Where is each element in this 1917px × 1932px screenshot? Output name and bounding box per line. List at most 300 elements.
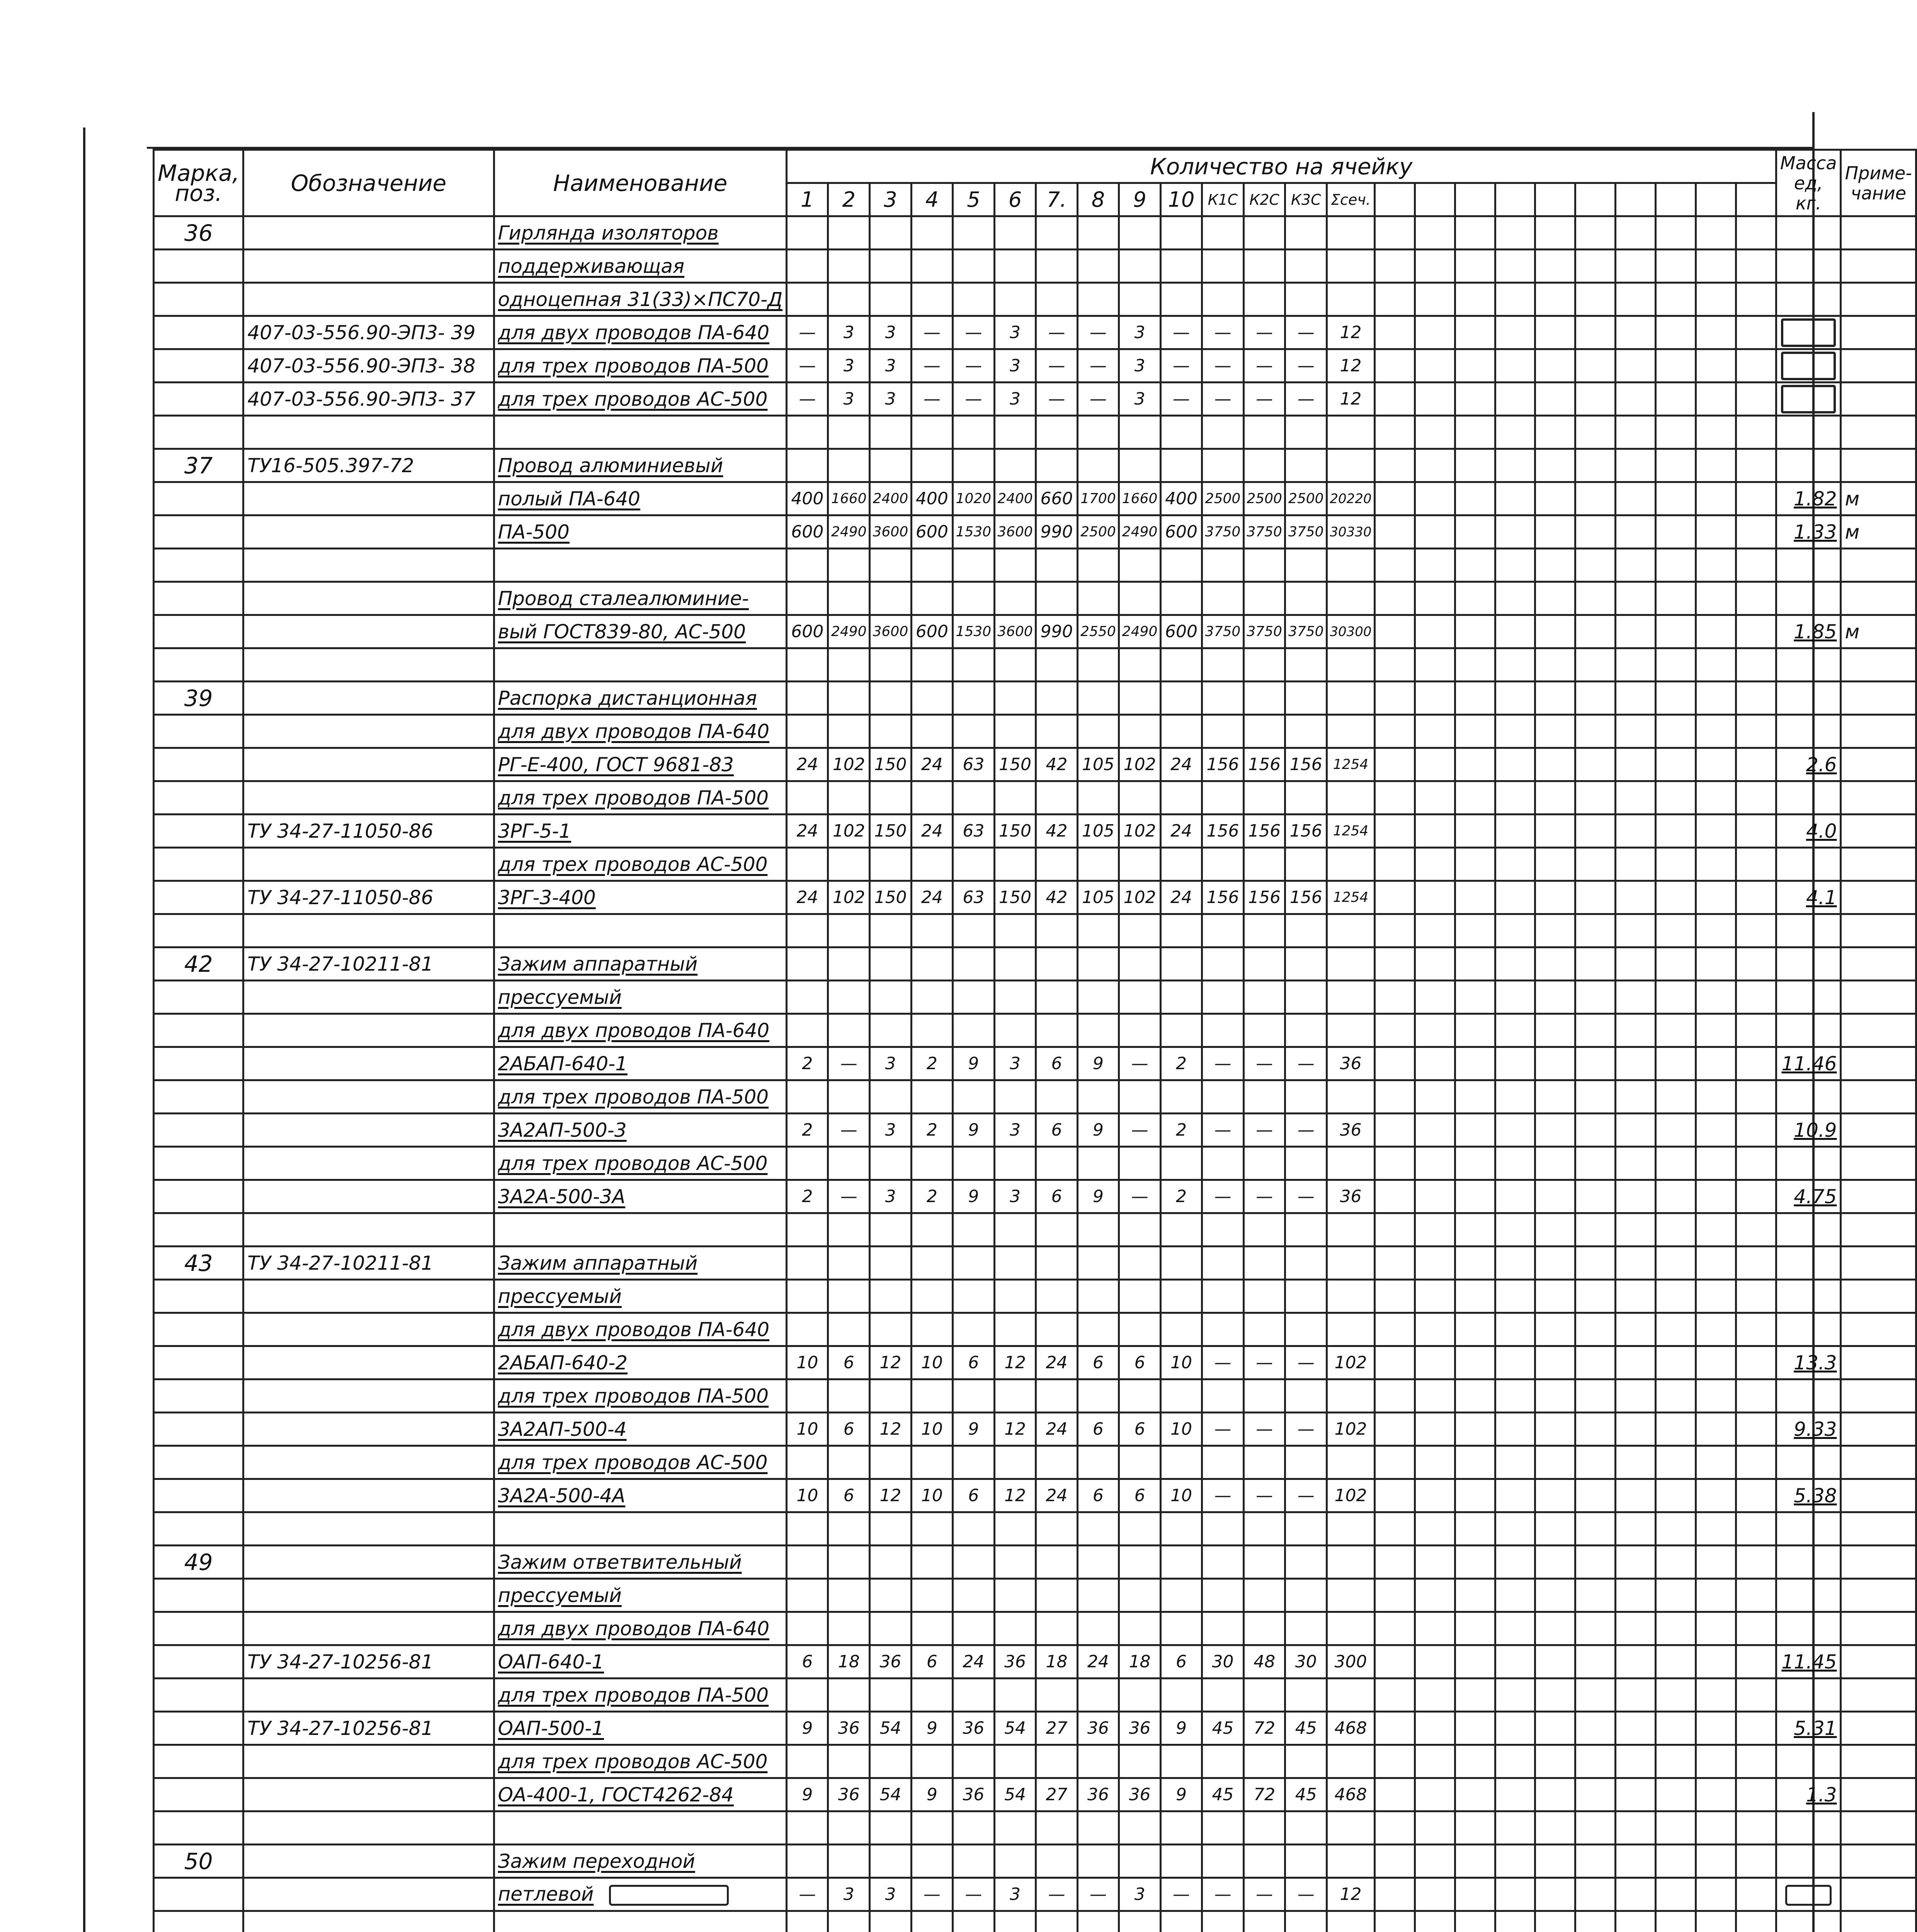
qty-cell [1415,848,1455,881]
qty-cell [1575,1579,1616,1612]
qty-cell [1495,1379,1535,1413]
qty-cell: 12 [870,1479,912,1512]
qty-cell [1415,250,1455,283]
empty-cell [1415,1911,1455,1932]
qty-cell [1656,1579,1696,1612]
note-cell [1841,250,1916,283]
qty-cell [1455,582,1495,615]
mass-cell: 11.46 [1776,1047,1841,1080]
qty-cell [1327,1579,1375,1612]
qty-cell [1243,1213,1285,1247]
qty-cell: — [1202,1878,1244,1911]
qty-cell [994,549,1036,582]
designation-cell [243,748,494,781]
table-row [154,1546,1916,1579]
qty-cell [1455,881,1495,914]
qty-cell: — [1036,383,1077,416]
qty-cell [1455,1014,1495,1047]
qty-cell [1535,1745,1575,1778]
qty-cell [1455,1546,1495,1579]
qty-cell [1160,1014,1202,1047]
qty-cell [1243,715,1285,748]
empty-cell [994,1911,1036,1932]
table-row [154,549,1916,582]
qty-cell [1736,449,1776,482]
qty-cell: 54 [870,1778,912,1811]
qty-cell [1077,682,1119,715]
qty-cell: 3750 [1243,615,1285,648]
name-cell [494,914,787,947]
qty-cell [1535,1679,1575,1712]
qty-cell [1415,1047,1455,1080]
qty-cell: 24 [1160,815,1202,848]
designation-cell [243,1612,494,1645]
qty-cell [1575,815,1616,848]
designation-cell [243,250,494,283]
qty-cell [870,1579,912,1612]
qty-cell: 3 [870,1047,912,1080]
designation-cell: 407-03-556.90-ЭП3- 37 [243,383,494,416]
designation-cell [243,1413,494,1446]
qty-cell [870,1546,912,1579]
qty-cell [1327,715,1375,748]
qty-cell [1495,1047,1535,1080]
note-cell [1841,981,1916,1014]
qty-cell: 36 [828,1712,870,1745]
qty-cell [953,648,995,682]
name-cell [494,1512,787,1546]
qty-cell [787,1147,828,1180]
qty-cell [1455,449,1495,482]
qty-cell: — [1160,383,1202,416]
qty-cell: 6 [953,1479,995,1512]
qty-cell [1455,1147,1495,1180]
qty-cell [953,1845,995,1878]
designation-cell: ТУ 34-27-10256-81 [243,1712,494,1745]
designation-cell [243,1047,494,1080]
position-cell [154,1346,243,1379]
qty-cell [994,1247,1036,1280]
qty-cell [1535,549,1575,582]
qty-cell: — [1202,1346,1244,1379]
qty-cell [1696,1247,1736,1280]
qty-cell [911,1313,953,1346]
qty-cell: 2500 [1202,482,1244,515]
qty-cell: 102 [1119,815,1161,848]
qty-cell [1243,1247,1285,1280]
qty-cell [1327,582,1375,615]
qty-cell [1285,682,1327,715]
qty-cell: 45 [1285,1712,1327,1745]
note-cell [1841,1379,1916,1413]
qty-cell [1495,1147,1535,1180]
qty-cell: — [1243,1047,1285,1080]
qty-cell [1243,1745,1285,1778]
qty-cell: 18 [1036,1645,1077,1679]
qty-cell [1656,848,1696,881]
qty-cell [1036,283,1077,316]
qty-cell [911,549,953,582]
qty-cell: — [1243,1479,1285,1512]
qty-cell: 3600 [994,615,1036,648]
mass-cell [1776,1878,1841,1911]
qty-cell: 150 [870,748,912,781]
qty-cell [994,947,1036,981]
qty-cell [1736,349,1776,383]
qty-cell [1616,1413,1656,1446]
qty-cell [1575,1014,1616,1047]
qty-cell [1374,1878,1415,1911]
qty-cell [953,1579,995,1612]
qty-cell [1535,1546,1575,1579]
designation-cell [243,1811,494,1845]
position-cell [154,1778,243,1811]
qty-cell [1495,1446,1535,1479]
qty-cell: 2490 [828,615,870,648]
qty-cell [1535,1446,1575,1479]
qty-cell: — [1160,316,1202,349]
qty-cell [1243,1811,1285,1845]
qty-cell [1036,1745,1077,1778]
qty-cell [1036,648,1077,682]
qty-cell: 12 [1327,316,1375,349]
qty-cell [1495,748,1535,781]
qty-cell [1077,1512,1119,1546]
qty-cell: 27 [1036,1778,1077,1811]
qty-cell [1696,1446,1736,1479]
qty-cell [1616,748,1656,781]
qty-cell [1696,748,1736,781]
qty-cell [1119,549,1161,582]
qty-cell [1696,1645,1736,1679]
qty-cell: 10 [787,1479,828,1512]
qty-cell [828,682,870,715]
note-cell [1841,1413,1916,1446]
qty-cell: — [828,1114,870,1147]
qty-cell [1160,1845,1202,1878]
qty-cell: 6 [911,1645,953,1679]
qty-cell [828,1679,870,1712]
position-cell: 42 [154,947,243,981]
qty-cell [828,715,870,748]
name-cell: ОА-400-1, ГОСТ4262-84 [494,1778,787,1811]
qty-cell [994,1546,1036,1579]
qty-cell [994,216,1036,250]
qty-cell [1160,1546,1202,1579]
qty-cell: 2 [911,1047,953,1080]
qty-cell [911,416,953,449]
qty-cell [1285,283,1327,316]
qty-cell [1415,416,1455,449]
qty-cell: — [1285,1047,1327,1080]
qty-cell: 600 [1160,515,1202,549]
qty-cell: 156 [1243,881,1285,914]
qty-cell [1616,1247,1656,1280]
note-cell [1841,1280,1916,1313]
qty-cell [1374,1845,1415,1878]
position-cell [154,1512,243,1546]
qty-cell: 150 [994,815,1036,848]
qty-cell: 27 [1036,1712,1077,1745]
designation-cell [243,1479,494,1512]
qty-cell [911,1080,953,1114]
position-cell [154,815,243,848]
qty-cell [1616,482,1656,515]
qty-cell [1374,582,1415,615]
qty-cell [1285,416,1327,449]
qty-cell [1327,1379,1375,1413]
qty-cell [1736,914,1776,947]
qty-cell: 72 [1243,1712,1285,1745]
qty-cell [953,1745,995,1778]
qty-cell [953,947,995,981]
qty-cell [1535,582,1575,615]
qty-cell: 400 [787,482,828,515]
mass-cell [1776,848,1841,881]
qty-cell [1656,383,1696,416]
qty-cell [1374,1645,1415,1679]
qty-cell: — [1285,1180,1327,1213]
table-row [154,1446,1916,1479]
qty-cell [787,947,828,981]
qty-cell [1455,549,1495,582]
qty-cell [1696,1579,1736,1612]
qty-cell [1243,250,1285,283]
qty-cell [1415,1446,1455,1479]
qty-cell [1575,449,1616,482]
qty-cell [1415,1080,1455,1114]
qty-cell [1327,781,1375,815]
qty-cell [1415,316,1455,349]
qty-cell: 30300 [1327,615,1375,648]
name-cell: одноцепная 31(33)×ПС70-Д [494,283,787,316]
note-cell [1841,1878,1916,1911]
designation-cell [243,1114,494,1147]
qty-cell [1616,815,1656,848]
qty-cell: — [911,1878,953,1911]
position-cell [154,1213,243,1247]
qty-cell [1119,781,1161,815]
mass-cell [1776,1512,1841,1546]
position-cell: 37 [154,449,243,482]
qty-cell [870,1247,912,1280]
qty-cell [1495,349,1535,383]
qty-cell [1374,1080,1415,1114]
note-cell [1841,349,1916,383]
qty-cell [1036,1313,1077,1346]
qty-cell [1374,1712,1415,1745]
table-row [154,349,1916,383]
empty-cell [1202,1911,1244,1932]
qty-cell [1374,449,1415,482]
qty-cell [1327,1745,1375,1778]
qty-cell [1243,1679,1285,1712]
qty-cell: 2500 [1243,482,1285,515]
qty-cell: 24 [1077,1645,1119,1679]
qty-cell [1495,1546,1535,1579]
table-row [154,1579,1916,1612]
qty-cell [1455,1280,1495,1313]
qty-cell: 36 [828,1778,870,1811]
qty-cell [1696,1811,1736,1845]
qty-cell [1736,815,1776,848]
qty-cell: 9 [953,1180,995,1213]
qty-cell [1575,1413,1616,1446]
designation-cell [243,1379,494,1413]
qty-cell: 36 [994,1645,1036,1679]
header-qty-col: 1 [787,183,828,216]
qty-cell [1535,216,1575,250]
qty-cell: 54 [994,1778,1036,1811]
qty-cell [787,1811,828,1845]
qty-cell [1495,449,1535,482]
name-cell: прессуемый [494,1280,787,1313]
table-row [154,748,1916,781]
qty-cell [1696,881,1736,914]
qty-cell: 102 [828,748,870,781]
qty-cell [1656,648,1696,682]
qty-cell [911,648,953,682]
qty-cell: 3750 [1243,515,1285,549]
qty-cell [1535,1778,1575,1811]
note-cell [1841,283,1916,316]
designation-cell: ТУ 34-27-10256-81 [243,1645,494,1679]
qty-cell [1415,1512,1455,1546]
mass-cell [1776,1612,1841,1645]
qty-cell [1616,1811,1656,1845]
position-cell [154,383,243,416]
qty-cell [1575,1546,1616,1579]
header-name: Наименование [494,150,787,216]
qty-cell [1656,1413,1696,1446]
qty-cell [1374,815,1415,848]
qty-cell [1495,482,1535,515]
qty-cell [1616,549,1656,582]
qty-cell [1575,1313,1616,1346]
qty-cell [1202,1247,1244,1280]
qty-cell [1575,881,1616,914]
qty-cell [1696,648,1736,682]
name-cell: РГ-Е-400, ГОСТ 9681-83 [494,748,787,781]
qty-cell [787,250,828,283]
qty-cell [1285,1080,1327,1114]
qty-cell [1374,1778,1415,1811]
qty-cell [953,1446,995,1479]
qty-cell [1616,1845,1656,1878]
qty-cell [828,648,870,682]
mass-cell: 1.33 [1776,515,1841,549]
qty-cell [1696,815,1736,848]
qty-cell [1374,1679,1415,1712]
qty-cell: — [787,383,828,416]
designation-cell [243,1745,494,1778]
qty-cell [787,781,828,815]
qty-cell: 36 [953,1712,995,1745]
name-cell: поддерживающая [494,250,787,283]
qty-cell [787,1512,828,1546]
note-cell [1841,383,1916,416]
name-cell: для двух проводов ПА-640 [494,1612,787,1645]
qty-cell [1119,449,1161,482]
qty-cell: 3 [994,1878,1036,1911]
qty-cell: 102 [1327,1413,1375,1446]
designation-cell [243,1280,494,1313]
qty-cell [1160,416,1202,449]
qty-cell [994,914,1036,947]
qty-cell [911,781,953,815]
qty-cell [1736,981,1776,1014]
qty-cell [1616,881,1656,914]
qty-cell [1656,1612,1696,1645]
qty-cell [1077,1379,1119,1413]
qty-cell [1736,1811,1776,1845]
qty-cell [994,1679,1036,1712]
table-row [154,1114,1916,1147]
position-cell [154,416,243,449]
position-cell [154,1745,243,1778]
qty-cell [1327,1014,1375,1047]
empty-cell [911,1911,953,1932]
qty-cell [1374,1479,1415,1512]
qty-cell [911,1213,953,1247]
qty-cell [1455,1645,1495,1679]
qty-cell [1575,1645,1616,1679]
mass-cell [1776,1446,1841,1479]
qty-cell: — [1077,349,1119,383]
qty-cell [1415,715,1455,748]
empty-cell [870,1911,912,1932]
qty-cell [1495,815,1535,848]
qty-cell [870,1213,912,1247]
qty-cell [1327,1213,1375,1247]
qty-cell [1160,1080,1202,1114]
mass-cell: 9.33 [1776,1413,1841,1446]
qty-cell [1077,1280,1119,1313]
qty-cell [994,1612,1036,1645]
position-cell [154,1047,243,1080]
qty-cell [1575,349,1616,383]
qty-cell: 63 [953,748,995,781]
qty-cell [1285,715,1327,748]
qty-cell [1495,582,1535,615]
qty-cell [1243,1379,1285,1413]
qty-cell [1160,1612,1202,1645]
empty-cell [1535,1911,1575,1932]
qty-cell: 2500 [1285,482,1327,515]
table-row [154,1247,1916,1280]
qty-cell [1036,1213,1077,1247]
qty-cell [1119,1080,1161,1114]
empty-cell [1841,1911,1916,1932]
note-cell [1841,1180,1916,1213]
qty-cell [870,848,912,881]
qty-cell [1656,1778,1696,1811]
qty-cell: 3 [870,383,912,416]
qty-cell [1696,482,1736,515]
qty-cell: 24 [787,815,828,848]
qty-cell [1202,947,1244,981]
qty-cell [1202,1845,1244,1878]
header-mass: Масса ед, кг. [1776,150,1841,216]
qty-cell [787,914,828,947]
qty-cell: 400 [1160,482,1202,515]
qty-cell [1077,781,1119,815]
qty-cell [1736,1745,1776,1778]
qty-cell [1736,1778,1776,1811]
mass-cell: 1.82 [1776,482,1841,515]
qty-cell [1455,1346,1495,1379]
mass-cell: 2.6 [1776,748,1841,781]
